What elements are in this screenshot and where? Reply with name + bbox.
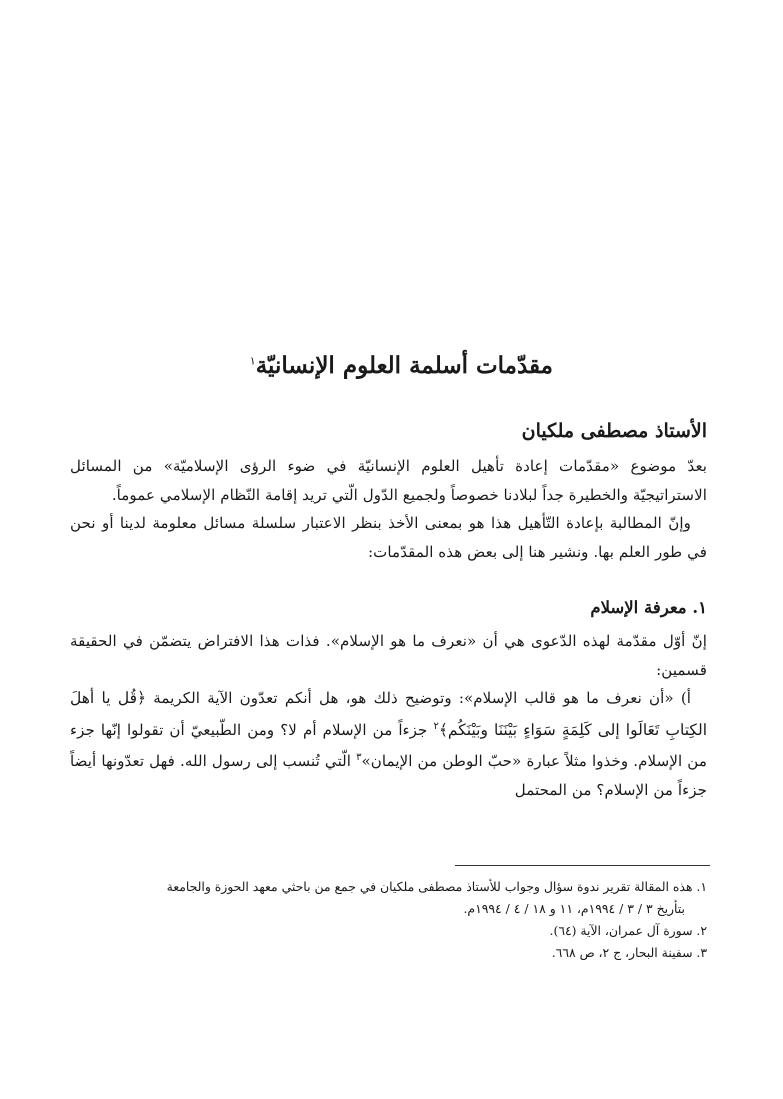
article-body	[70, 452, 707, 805]
paragraph-text-a: أ) «أن نعرف ما هو قالب الإسلام»: وتوضيح ذلك هو، هل أنكم تعدّون الآية الكريمة	[153, 689, 691, 708]
section-paragraph-2	[70, 684, 707, 805]
section-paragraph-1: إنّ أوّل مقدّمة لهذه الدّعوى هي أن «نعرف ما هو الإسلام». فذات هذا الافتراض يتضمّن في الحقيقة قسمين:	[70, 631, 707, 679]
title-footnote-marker: ١	[249, 354, 256, 368]
footnotes	[70, 876, 707, 964]
author-name: الأستاذ مصطفى ملكيان	[521, 420, 707, 442]
paragraph-text-c: الّتي تُنسب إلى رسول الله. فهل تعدّونها أيضاً جزءاً من الإسلام؟ من المحتمل	[70, 752, 707, 800]
footnote-1-continuation: بتأريخ ٣ / ٣ / ١٩٩٤م، ١١ و ١٨ / ٤ / ١٩٩٤م.	[463, 901, 685, 916]
paragraph-text-b: جزءاً من الإسلام أم لا؟ ومن الطّبيعيّ أن تقولوا إنّها جزء من الإسلام. وخذوا مثلاً عبارة «حبّ الوطن من الإيمان»	[70, 720, 707, 771]
footnote-2: ٢. سورة آل عمران، الآية (٦٤).	[549, 923, 707, 938]
footnote-divider	[455, 865, 710, 866]
section-heading: ١. معرفة الإسلام	[590, 598, 707, 618]
footnote-marker-2: ٢	[433, 720, 439, 732]
intro-paragraph-2: وإنّ المطالبة بإعادة التّأهيل هذا هو بمعنى الأخذ بنظر الاعتبار سلسلة مسائل معلومة لدينا أو نحن في طور العلم بها. ونشير هنا إلى بعض هذه المقدّمات:	[70, 514, 707, 561]
title-text: مقدّمات أسلمة العلوم الإنسانيّة	[255, 352, 553, 379]
footnote-marker-3: ٣	[356, 752, 362, 764]
quran-verse: ﴿قُل يا أهلَ الكِتابِ تَعَالَوا إلى كَلِمَةٍ سَوَاءٍ بَيْنَنَا وبَيْنَكُم﴾	[70, 689, 708, 739]
article-title	[60, 352, 553, 379]
footnote-1: ١. هذه المقالة تقرير ندوة سؤال وجواب للأستاذ مصطفى ملكيان في جمع من باحثي معهد الحوزة والجامعة	[166, 879, 707, 894]
intro-paragraph-1: بعدّ موضوع «مقدّمات إعادة تأهيل العلوم الإنسانيّة في ضوء الرؤى الإسلاميّة» من المسائل الاستراتيجيّة والخطيرة جداً لبلادنا خصوصاً ولجميع الدّول الّتي تريد إقامة النّظام الإسلامي عموماً.	[70, 457, 707, 504]
footnote-3: ٣. سفينة البحار، ج ٢، ص ٦٦٨.	[551, 945, 707, 960]
